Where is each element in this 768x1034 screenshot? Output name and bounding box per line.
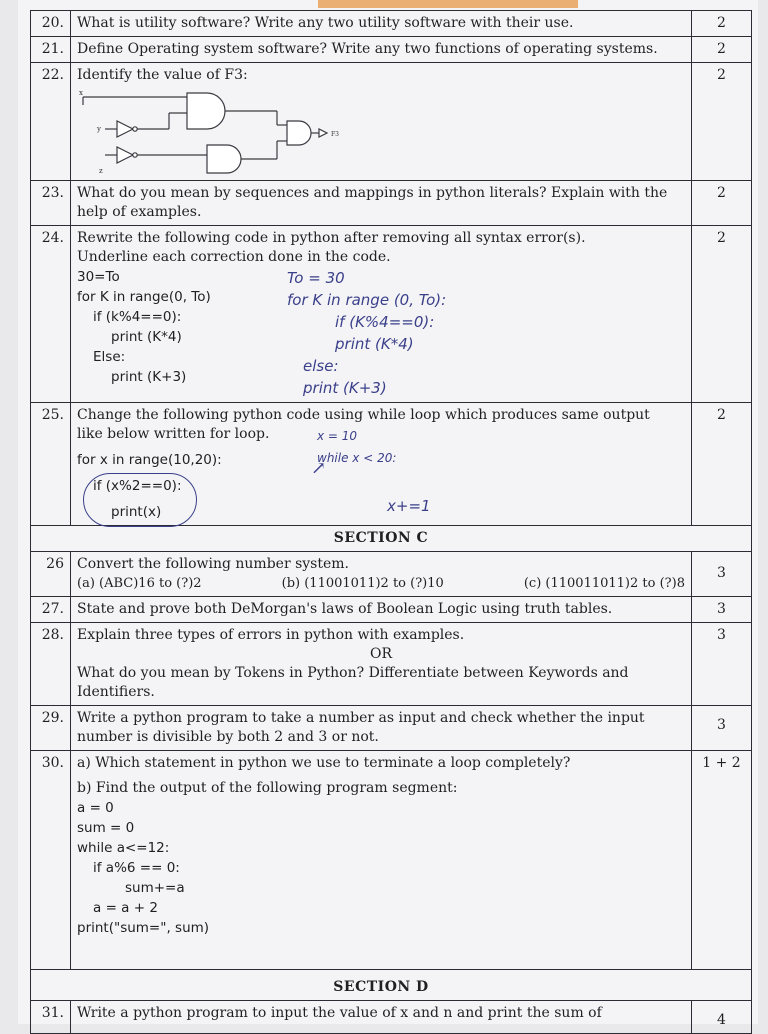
question-row-25 [31,403,752,526]
question-number: 21. [31,37,71,63]
hand-drawn-arrow-icon: ↗ [311,458,327,479]
code-line: print (K*4) [111,329,182,345]
question-row-31 [31,1001,752,1034]
code-line: for x in range(10,20): [77,452,222,468]
question-line-1: Explain three types of errors in python with examples. [77,627,465,643]
marks: 2 [692,403,752,526]
exam-sheet [18,0,758,1028]
question-row-30 [31,751,752,970]
code-line: print (K+3) [111,369,187,385]
marks: 1 + 2 [692,751,752,970]
question-row-22 [31,63,752,181]
hand-drawn-oval [83,473,197,527]
handwritten-answer [287,267,446,399]
question-line-2: Underline each correction done in the code. [77,249,391,265]
output-f3-label: F3 [331,131,339,138]
question-text: Write a python program to input the value of x and n and print the sum of [71,1001,692,1034]
hand-line: for K in range (0, To): [287,291,447,309]
hand-line: To = 30 [287,269,345,287]
question-line-1: Rewrite the following code in python after removing all syntax error(s). [77,230,586,246]
code-line: sum+=a [125,880,185,896]
question-line-2: like below written for loop. [77,426,270,442]
section-c-heading: SECTION C [71,526,692,552]
part-c: (c) (110011011)2 to (?)8 [523,576,685,591]
question-row-21 [31,37,752,63]
question-row-29 [31,706,752,751]
question-number: 22. [31,63,71,181]
input-z-label: z [99,167,103,175]
section-c-row [31,526,752,552]
marks: 3 [692,623,752,706]
code-line: Else: [93,349,126,365]
question-line-2: What do you mean by Tokens in Python? Differentiate between Keywords and Identifiers. [77,665,629,700]
question-text: What is utility software? Write any two utility software with their use. [71,11,692,37]
code-line: print(x) [111,504,162,520]
question-row-20 [31,11,752,37]
section-d-row [31,970,752,1001]
code-line: if a%6 == 0: [93,860,180,876]
hand-line: else: [303,357,339,375]
orange-strip [318,0,578,8]
question-row-23 [31,181,752,226]
question-number: 29. [31,706,71,751]
question-text: Identify the value of F3: [77,67,248,83]
question-line-1: Convert the following number system. [77,556,349,572]
question-line-1: Change the following python code using while loop which produces same output [77,407,650,423]
hand-line: x+=1 [387,497,431,515]
question-table [30,10,752,1034]
input-x-label: x [79,89,83,97]
hand-line: if (K%4==0): [335,313,435,331]
code-block [77,798,685,938]
question-row-24 [31,226,752,403]
marks: 2 [692,63,752,181]
question-number: 26 [31,552,71,597]
code-line: sum = 0 [77,820,135,836]
question-text: State and prove both DeMorgan's laws of Boolean Logic using truth tables. [71,597,692,623]
code-line: if (k%4==0): [93,309,182,325]
question-row-28 [31,623,752,706]
part-a: a) Which statement in python we use to terminate a loop completely? [77,755,571,771]
hand-line: print (K+3) [303,379,387,397]
code-line: while a<=12: [77,840,170,856]
section-d-heading: SECTION D [71,970,692,1001]
hand-line: print (K*4) [335,335,414,353]
or-label: OR [369,646,393,662]
logic-gate-diagram [77,85,685,177]
question-number: 24. [31,226,71,403]
question-number: 30. [31,751,71,970]
code-line: a = 0 [77,800,114,816]
code-line: if (x%2==0): [93,478,182,494]
question-number: 23. [31,181,71,226]
part-b: b) Find the output of the following program segment: [77,780,458,796]
code-line: print("sum=", sum) [77,920,210,936]
code-line: 30=To [77,269,120,285]
question-text: Define Operating system software? Write any two functions of operating systems. [71,37,692,63]
question-text: What do you mean by sequences and mappings in python literals? Explain with the help of examples. [71,181,692,226]
question-number: 31. [31,1001,71,1034]
question-row-27 [31,597,752,623]
marks: 2 [692,37,752,63]
question-row-26 [31,552,752,597]
marks: 3 [692,706,752,751]
question-number: 25. [31,403,71,526]
hand-line: x = 10 [317,429,358,443]
marks: 2 [692,226,752,403]
hand-line: while x < 20: [317,451,397,465]
code-block [77,267,287,399]
marks: 3 [692,597,752,623]
part-a: (a) (ABC)16 to (?)2 [77,576,202,591]
code-line: for K in range(0, To) [77,289,211,305]
question-text: Write a python program to take a number as input and check whether the input number is divisible by both 2 and 3 or not. [71,706,692,751]
question-number: 20. [31,11,71,37]
logic-gate-svg [77,85,377,177]
question-number: 27. [31,597,71,623]
marks: 2 [692,11,752,37]
part-b: (b) (11001011)2 to (?)10 [281,576,444,591]
marks: 3 [692,552,752,597]
code-line: a = a + 2 [93,900,158,916]
input-y-label: y [97,125,101,133]
question-number: 28. [31,623,71,706]
marks: 4 [692,1001,752,1034]
marks: 2 [692,181,752,226]
